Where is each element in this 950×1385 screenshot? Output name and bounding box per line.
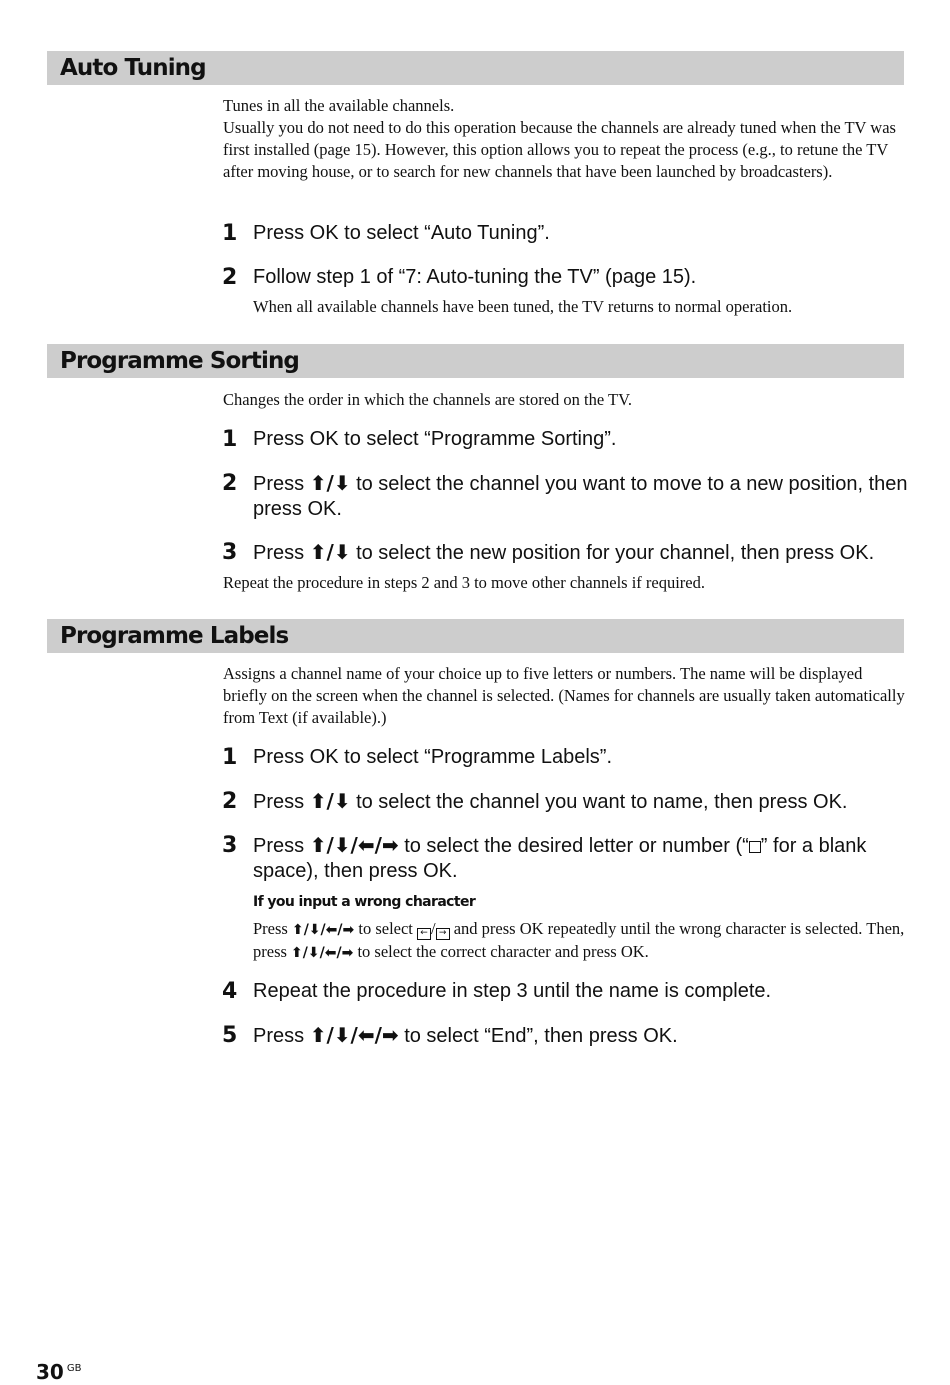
programme-sorting-intro: Changes the order in which the channels are stored on the TV. xyxy=(223,390,633,409)
intro-line: Usually you do not need to do this operation because the channels are already tuned when the TV was first installed (page 15). However, this option allows you to repeat the process (e.g., to retune the TV after moving house, or to search for new channels that have been launched by broadcasters). xyxy=(223,118,896,181)
left-key-icon: ← xyxy=(417,928,431,940)
step-text-part: Press xyxy=(253,791,310,813)
step-text-part: to select the new position for your channel, then press OK. xyxy=(350,542,875,564)
tip-text-part: to select the correct character and press OK. xyxy=(353,942,649,961)
programme-labels-intro: Assigns a channel name of your choice up to five letters or numbers. The name will be displayed briefly on the screen when the channel is selected. (Names for channels are usually taken automatically from Text (if available).) xyxy=(223,664,905,727)
tip-text: Press ⬆/⬇/⬅/➡ to select ← / → and press OK repeatedly until the wrong character is selected. Then, press ⬆/⬇/⬅/➡ to select the correct character and press OK. xyxy=(253,919,905,961)
section-title-auto-tuning: Auto Tuning xyxy=(47,51,904,85)
step-text-part: Press xyxy=(253,835,310,857)
step-text: Repeat the procedure in step 3 until the name is complete. xyxy=(253,980,772,1002)
intro-line: Tunes in all the available channels. xyxy=(223,96,455,115)
step-text-part: to select the channel you want to name, then press OK. xyxy=(350,791,848,813)
page-number-suffix: GB xyxy=(66,1363,82,1374)
step-note: When all available channels have been tuned, the TV returns to normal operation. xyxy=(253,297,793,316)
step-number: 1 xyxy=(222,427,237,452)
section-title-programme-sorting: Programme Sorting xyxy=(47,344,904,378)
step-text-part: to select the desired letter or number (“ xyxy=(398,835,749,857)
right-key-icon: → xyxy=(436,928,450,940)
step-text xyxy=(253,540,912,566)
step-number: 1 xyxy=(222,745,237,770)
step-text-part: ” for a blank space), then press OK. xyxy=(253,835,867,882)
step-text xyxy=(253,833,912,884)
step-text-part: Press xyxy=(253,1025,310,1047)
step-text xyxy=(253,471,912,522)
section-title-programme-labels: Programme Labels xyxy=(47,619,904,653)
up-down-arrow-icon: ⬆/⬇ xyxy=(309,540,351,564)
step-text-part: Press xyxy=(253,473,310,495)
four-way-arrow-icon: ⬆/⬇/⬅/➡ xyxy=(309,833,399,857)
step xyxy=(222,221,912,246)
step xyxy=(222,471,912,522)
step-number: 3 xyxy=(222,833,237,858)
step-text-part: to select the channel you want to move to a new position, then press OK. xyxy=(253,473,908,520)
step-number: 3 xyxy=(222,540,237,565)
tip-text-part: Press xyxy=(253,919,292,938)
blank-space-icon xyxy=(749,841,761,853)
four-way-arrow-icon: ⬆/⬇/⬅/➡ xyxy=(291,922,355,938)
up-down-arrow-icon: ⬆/⬇ xyxy=(309,471,351,495)
step xyxy=(222,979,912,1004)
up-down-arrow-icon: ⬆/⬇ xyxy=(309,789,351,813)
step-number: 4 xyxy=(222,979,237,1004)
step-text xyxy=(253,789,912,815)
step xyxy=(222,789,912,815)
step-number: 2 xyxy=(222,471,237,496)
step xyxy=(222,265,912,290)
step xyxy=(222,833,912,884)
step-number: 1 xyxy=(222,221,237,246)
four-way-arrow-icon: ⬆/⬇/⬅/➡ xyxy=(309,1023,399,1047)
step-text: Follow step 1 of “7: Auto-tuning the TV” (page 15). xyxy=(253,266,697,288)
tip-text-part: and press OK repeatedly until the wrong character is selected. Then, press xyxy=(253,919,905,961)
step xyxy=(222,1023,912,1049)
step xyxy=(222,427,912,452)
page-number-value: 30 xyxy=(36,1360,64,1384)
step-text: Press OK to select “Programme Labels”. xyxy=(253,746,613,768)
page-number xyxy=(36,1360,81,1384)
step xyxy=(222,540,912,566)
step-text xyxy=(253,1023,912,1049)
tip-text-part: to select xyxy=(354,919,418,938)
programme-sorting-footer: Repeat the procedure in steps 2 and 3 to move other channels if required. xyxy=(223,573,706,592)
step-text: Press OK to select “Auto Tuning”. xyxy=(253,222,550,244)
step-number: 5 xyxy=(222,1023,237,1048)
step xyxy=(222,745,912,770)
tip-heading: If you input a wrong character xyxy=(253,894,476,910)
step-number: 2 xyxy=(222,789,237,814)
step-text: Press OK to select “Programme Sorting”. xyxy=(253,428,617,450)
step-text-part: Press xyxy=(253,542,310,564)
step-text-part: to select “End”, then press OK. xyxy=(398,1025,678,1047)
four-way-arrow-icon: ⬆/⬇/⬅/➡ xyxy=(291,945,354,961)
step-number: 2 xyxy=(222,265,237,290)
auto-tuning-intro xyxy=(223,95,905,183)
